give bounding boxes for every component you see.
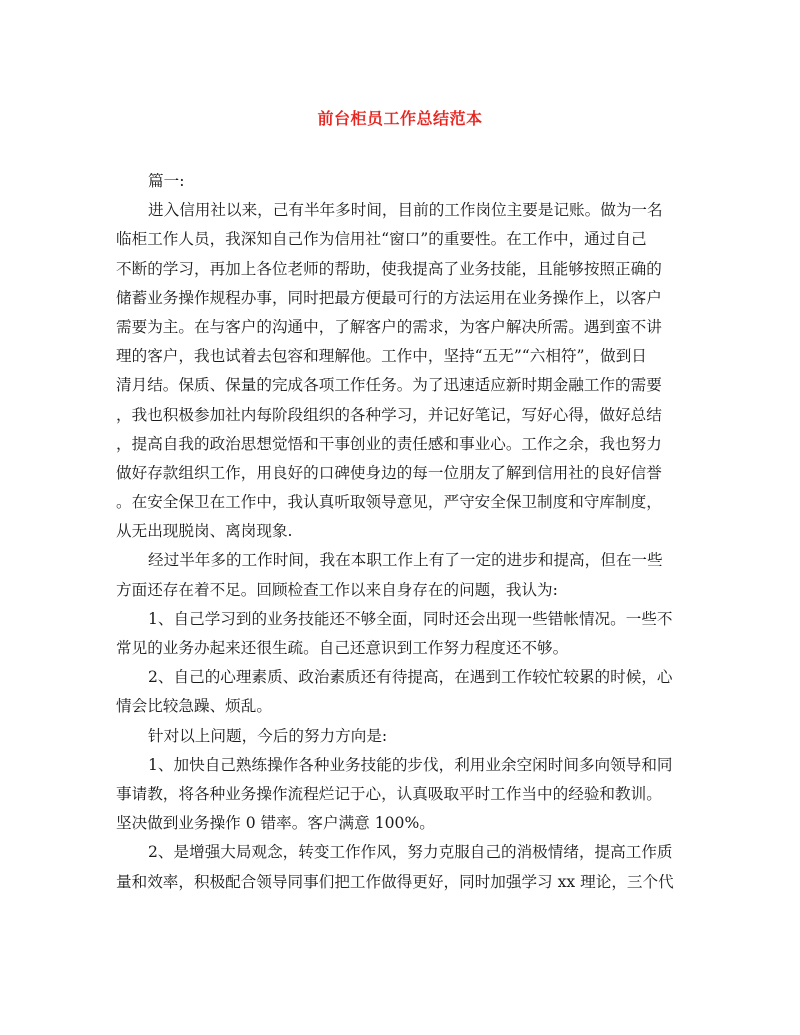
text-line: 常见的业务办起来还很生疏。自己还意识到工作努力程度还不够。 [116, 639, 569, 657]
paragraph [116, 196, 684, 546]
text-line: 不断的学习，再加上各位老师的帮助，使我提高了业务技能，且能够按照正确的 [116, 259, 662, 278]
text-line: 2、自己的心理素质、政治素质还有待提高，在遇到工作较忙较累的时候，心 [148, 668, 673, 687]
page-title: 前台柜员工作总结范本 [317, 109, 483, 128]
text-line: ，我也积极参加社内每阶段组织的各种学习，并记好笔记，写好心得，做好总结 [116, 405, 662, 424]
text-line: 情会比较急躁、烦乱。 [116, 697, 272, 716]
paragraph [116, 838, 684, 896]
paragraph [116, 722, 684, 751]
paragraph [116, 663, 684, 721]
text-line: 方面还存在着不足。回顾检查工作以来自身存在的问题，我认为: [116, 580, 558, 599]
text-line: 做好存款组织工作，用良好的口碑使身边的每一位朋友了解到信用社的良好信誉 [116, 463, 662, 482]
text-line: 量和效率，积极配合领导同事们把工作做得更好，同时加强学习 xx 理论，三个代 [116, 872, 674, 891]
paragraph [116, 546, 684, 604]
document-body [116, 167, 684, 897]
paragraph [116, 751, 684, 839]
text-line: 经过半年多的工作时间，我在本职工作上有了一定的进步和提高，但在一些 [148, 551, 663, 570]
text-line: 需要为主。在与客户的沟通中，了解客户的需求，为客户解决所需。遇到蛮不讲 [116, 317, 662, 336]
section-label: 篇一: [148, 172, 185, 190]
paragraph [116, 605, 684, 663]
text-line: 针对以上问题，今后的努力方向是: [148, 726, 388, 745]
text-line: 从无出现脱岗、离岗现象. [116, 522, 293, 541]
text-line: 事请教，将各种业务操作流程烂记于心，认真吸取平时工作当中的经验和教训。 [116, 784, 662, 803]
text-line: 清月结。保质、保量的完成各项工作任务。为了迅速适应新时期金融工作的需要 [116, 376, 662, 395]
text-line: 临柜工作人员，我深知自己作为信用社“窗口”的重要性。在工作中，通过自己 [116, 230, 647, 249]
text-line: ，提高自我的政治思想觉悟和干事创业的责任感和事业心。工作之余，我也努力 [116, 434, 662, 453]
text-line: 理的客户，我也试着去包容和理解他。工作中，坚持“五无”“六相符”，做到日 [116, 347, 647, 366]
text-line: 坚决做到业务操作 0 错率。客户满意 100%。 [116, 814, 435, 833]
text-line: 1、加快自己熟练操作各种业务技能的步伐，利用业余空闲时间多向领导和同 [148, 755, 673, 774]
text-line: 进入信用社以来，己有半年多时间，目前的工作岗位主要是记账。做为一名 [148, 201, 663, 220]
text-line: 储蓄业务操作规程办事，同时把最方便最可行的方法运用在业务操作上，以客户 [116, 288, 662, 307]
text-line: 。在安全保卫在工作中，我认真听取领导意见，严守安全保卫制度和守库制度， [116, 493, 662, 512]
text-line: 2、是增强大局观念，转变工作作风，努力克服自己的消极情绪，提高工作质 [148, 843, 673, 862]
text-line: 1、自己学习到的业务技能还不够全面，同时还会出现一些错帐情况。一些不 [148, 609, 673, 628]
